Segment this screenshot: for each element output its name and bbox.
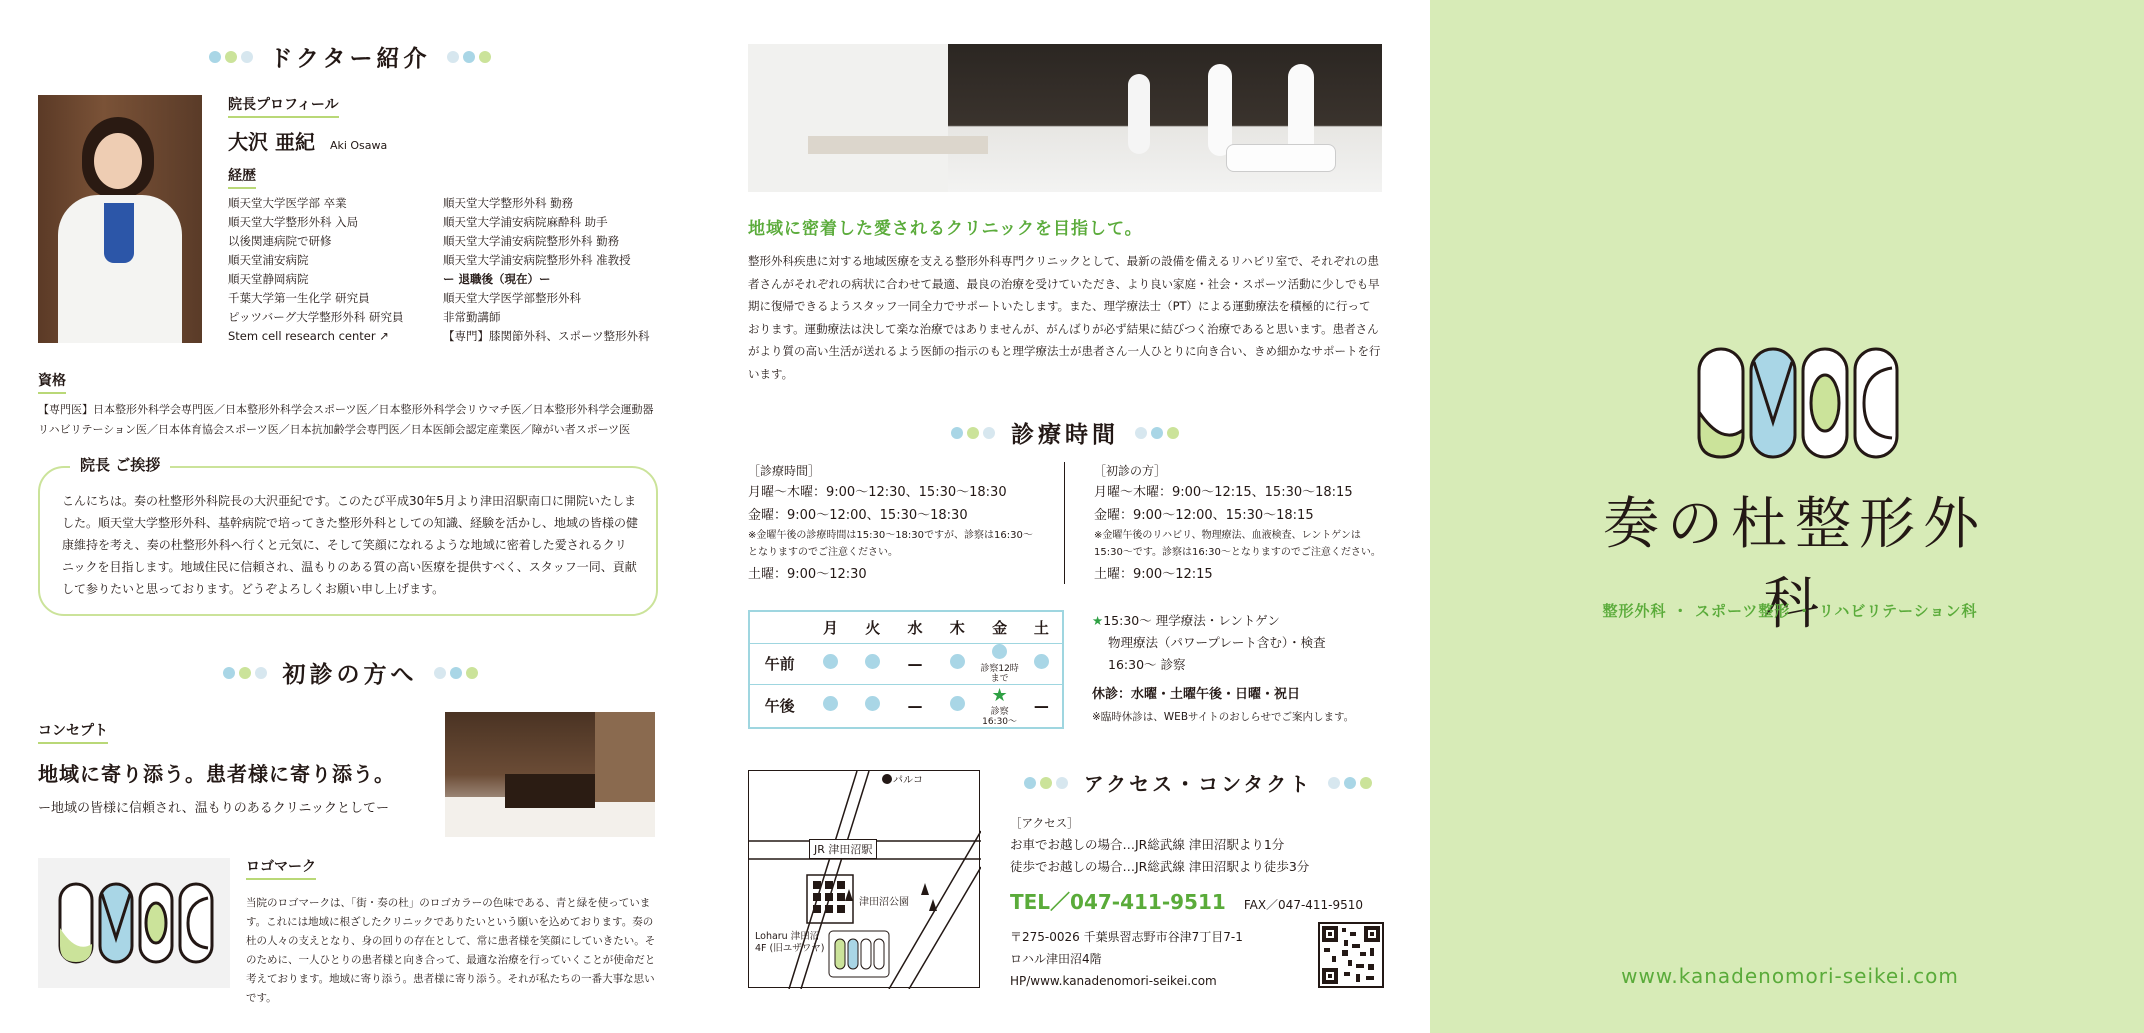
hours-left-note: ※金曜午後の診療時間は15:30～18:30ですが、診察は16:30～となりますのでご注意ください。 (748, 530, 1033, 558)
career-item: 非常勤講師 (443, 310, 501, 324)
tel-link[interactable]: TEL／047-411-9511 (1010, 890, 1226, 914)
address: 〒275-0026 千葉県習志野市谷津7丁目7-1 (1010, 930, 1243, 944)
career-item: 順天堂大学整形外科 勤務 (443, 196, 574, 210)
star-icon: ★ (991, 684, 1008, 706)
open-dot-icon (865, 654, 880, 669)
doctor-section-header (40, 40, 660, 73)
hours-left (748, 462, 1048, 586)
address-block (1010, 926, 1310, 992)
star-legend (1092, 610, 1392, 728)
hours-right-line: 月曜～木曜：9:00～12:15、15:30～18:15 (1094, 485, 1353, 500)
decor-dots-icon (207, 44, 255, 70)
open-dot-icon (823, 654, 838, 669)
rehab-room-photo (748, 44, 1382, 192)
career-label: 経歴 (228, 165, 256, 189)
day-header: 金 (978, 611, 1020, 643)
career-item: 順天堂大学整形外科 入局 (228, 215, 359, 229)
star-mark (978, 684, 1020, 728)
map-park-label: 津田沼公園 (859, 893, 909, 908)
open-mark (1021, 643, 1063, 684)
open-mark (978, 643, 1020, 684)
access-section-header (1008, 768, 1388, 797)
fax-number: FAX／047-411-9510 (1243, 898, 1364, 912)
hours-left-line: 月曜～木曜：9:00～12:30、15:30～18:30 (748, 485, 1007, 500)
map-icon (749, 771, 981, 989)
qual-text: 【専門医】日本整形外科学会専門医／日本整形外科学会スポーツ医／日本整形外科学会リウマチ医／日本整形外科学会運動器リハビリテーション医／日本体育協会スポーツ医／日本抗加齢学会専門医／日本医師会認定産業医／障がい者スポーツ医 (38, 403, 654, 436)
hours-right-line: 金曜：9:00～12:00、15:30～18:15 (1094, 508, 1314, 523)
qr-code-icon[interactable] (1318, 922, 1384, 988)
closed-mark: — (894, 643, 936, 684)
career-item: 順天堂大学浦安病院整形外科 勤務 (443, 234, 620, 248)
open-dot-icon (865, 696, 880, 711)
cover-panel (1430, 0, 2144, 1033)
career-item: 以後関連病院で研修 (228, 234, 332, 248)
clinic-logo-icon (1696, 346, 1900, 460)
open-mark (936, 643, 978, 684)
open-dot-icon (992, 644, 1007, 659)
access-label: ［アクセス］ (1010, 816, 1079, 830)
pm-label: 午後 (749, 684, 809, 728)
logo-label: ロゴマーク (246, 856, 316, 880)
decor-dots-icon (1326, 770, 1374, 796)
doctor-photo (38, 95, 202, 343)
logo-label-wrap (246, 856, 316, 880)
doctor-profile (228, 94, 387, 189)
concept-main: 地域に寄り添う。患者様に寄り添う。 (38, 762, 395, 786)
hours-right-sat: 土曜：9:00～12:15 (1094, 567, 1213, 582)
career-left-list (228, 194, 438, 346)
hours-left-label: ［診療時間］ (748, 464, 821, 478)
schedule-row-am (749, 643, 1063, 684)
schedule-row-pm (749, 684, 1063, 728)
career-item: 順天堂大学浦安病院整形外科 准教授 (443, 253, 631, 267)
concept-block (38, 720, 395, 816)
open-dot-icon (1034, 654, 1049, 669)
career-item: 順天堂静岡病院 (228, 272, 309, 286)
decor-dots-icon (221, 660, 269, 686)
closed-mark: — (894, 684, 936, 728)
open-mark (852, 684, 894, 728)
first-visit-section-title: 初診の方へ (282, 662, 418, 688)
cover-clinic-name: 奏の杜整形外科 (1603, 492, 1987, 637)
career-item: 順天堂大学医学部整形外科 (443, 291, 581, 305)
star-icon: ★ (1092, 613, 1104, 628)
day-header: 火 (852, 611, 894, 643)
decor-dots-icon (1133, 420, 1181, 446)
career-item: 順天堂大学医学部 卒業 (228, 196, 347, 210)
star-line: 15:30～ 理学療法・レントゲン (1103, 613, 1280, 628)
decor-dots-icon (949, 420, 997, 446)
hours-section-title: 診療時間 (1011, 422, 1119, 448)
career-item: 【専門】膝関節外科、スポーツ整形外科 (443, 329, 650, 343)
day-header: 土 (1021, 611, 1063, 643)
career-right-list (443, 194, 673, 346)
hours-left-line: 金曜：9:00～12:00、15:30～18:30 (748, 508, 968, 523)
access-walk: 徒歩でお越しの場合…JR総武線 津田沼駅より徒歩3分 (1010, 859, 1310, 874)
clinic-heading: 地域に密着した愛されるクリニックを目指して。 (748, 219, 1143, 239)
schedule-header-row (749, 611, 1063, 643)
am-label: 午前 (749, 643, 809, 684)
table-corner (749, 611, 809, 643)
open-dot-icon (950, 696, 965, 711)
profile-label: 院長プロフィール (228, 94, 339, 118)
map-loharu-label: Loharu 津田沼 4F (旧ユザワヤ) (755, 931, 825, 954)
reception-photo (445, 712, 655, 837)
fri-pm-note: 診察16:30～ (982, 706, 1018, 727)
career-item: 順天堂大学浦安病院麻酔科 助手 (443, 215, 608, 229)
hours-right (1094, 462, 1394, 586)
hours-right-label: ［初診の方］ (1094, 464, 1167, 478)
open-mark (809, 643, 851, 684)
access-section-title: アクセス・コンタクト (1083, 772, 1313, 796)
cover-departments: 整形外科 ・ スポーツ整形 ・ リハビリテーション科 (1602, 602, 1978, 620)
day-header: 木 (936, 611, 978, 643)
qualification-block (38, 370, 66, 394)
concept-sub: ー地域の皆様に信頼され、温もりのあるクリニックとしてー (38, 801, 390, 816)
qual-label: 資格 (38, 370, 66, 394)
day-header: 水 (894, 611, 936, 643)
greeting-text: こんにちは。奏の杜整形外科院長の大沢亜紀です。このたび平成30年5月より津田沼駅南口に開院いたしました。順天堂大学整形外科、基幹病院で培ってきた整形外科としての知識、経験を活かし、地域の皆様の健康維持を考え、奏の杜整形外科へ行くと元気に、そして笑顔になれるような地域に密着した愛されるクリニックを目指します。地域住民に信頼され、温もりのある質の高い医療を提供すべく、スタッフ一同、貢献して参りたいと思っております。どうぞよろしくお願い申し上げます。 (62, 494, 639, 596)
decor-dots-icon (432, 660, 480, 686)
doctor-name: 大沢 亜紀 (228, 130, 315, 154)
access-car: お車でお越しの場合…JR総武線 津田沼駅より1分 (1010, 837, 1285, 852)
clinic-logo-icon (38, 858, 230, 988)
closed-note: ※臨時休診は、WEBサイトのおしらせでご案内します。 (1092, 711, 1355, 723)
greeting-box (38, 456, 658, 616)
open-dot-icon (950, 654, 965, 669)
doctor-name-row (228, 126, 387, 155)
day-header: 月 (809, 611, 851, 643)
concept-label: コンセプト (38, 720, 108, 744)
first-visit-section-header (40, 656, 660, 689)
qr-pattern-icon (1320, 924, 1382, 986)
logo-text: 当院のロゴマークは、「街・奏の杜」のロゴカラーの色味である、青と緑を使っています。これには地域に根ざしたクリニックでありたいという願いを込めております。奏の杜の人々の支えとなり、身の回りの存在として、常に患者様を笑顔にしていきたい。そのために、一人ひとりの患者様と向き合って、最適な治療を行っていくことが使命だと考えております。地域に寄り添う。患者様に寄り添う。それが私たちの一番大事な思いです。 (246, 897, 656, 1004)
greeting-label: 院長 ご挨拶 (70, 454, 170, 475)
clinic-body: 整形外科疾患に対する地域医療を支える整形外科専門クリニックとして、最新の設備を備えるリハビリ室で、それぞれの患者さんがそれぞれの病状に合わせて最適、最良の治療を受けていただき、より良い家庭・社会・スポーツ活動に少しでも早期に復帰できるようスタッフ一同全力でサポートいたします。また、理学療法士（PT）による運動療法を積極的に行っております。運動療法は決して楽な治療ではありませんが、がんばりが必ず結果に結びつく治療であると思います。患者さんがより質の高い生活が送れるよう医師の指示のもと理学療法士が患者さん一人ひとりに向き合い、きめ細かなサポートを行います。 (748, 254, 1381, 381)
career-item: 順天堂浦安病院 (228, 253, 309, 267)
career-item[interactable]: Stem cell research center ↗ (228, 329, 389, 343)
open-dot-icon (823, 696, 838, 711)
decor-dots-icon (1022, 770, 1070, 796)
schedule-table (748, 610, 1064, 729)
doctor-section-title: ドクター紹介 (269, 46, 431, 72)
career-item: ー 退職後（現在）ー (443, 272, 551, 286)
hours-divider (1064, 462, 1065, 584)
career-item: ピッツバーグ大学整形外科 研究員 (228, 310, 404, 324)
career-item: 千葉大学第一生化学 研究員 (228, 291, 370, 305)
map-station-label: JR 津田沼駅 (809, 839, 877, 859)
open-mark (809, 684, 851, 728)
fri-am-note: 診察12時まで (980, 663, 1019, 684)
star-line: 16:30～ 診察 (1108, 657, 1186, 672)
decor-dots-icon (445, 44, 493, 70)
star-line: 物理療法（パワープレート含む）・検査 (1108, 635, 1326, 650)
cover-url[interactable]: www.kanadenomori-seikei.com (1621, 964, 1959, 988)
closed-mark: — (1021, 684, 1063, 728)
map-parco-label: パルコ (893, 775, 923, 786)
hp-link[interactable]: HP/www.kanadenomori-seikei.com (1010, 974, 1217, 988)
access-info (1010, 812, 1390, 878)
building: ロハル津田沼4階 (1010, 952, 1102, 966)
closed-days: 休診：水曜・土曜午後・日曜・祝日 (1092, 687, 1301, 702)
open-mark (936, 684, 978, 728)
contact-row (1010, 886, 1390, 915)
open-mark (852, 643, 894, 684)
access-map[interactable] (748, 770, 980, 988)
logo-mark-box (38, 858, 230, 988)
doctor-name-en: Aki Osawa (329, 139, 388, 152)
hours-section-header (748, 416, 1382, 449)
hours-left-sat: 土曜：9:00～12:30 (748, 567, 867, 582)
hours-right-note: ※金曜午後のリハビリ、物理療法、血液検査、レントゲンは15:30～です。診察は16:30～となりますのでご注意ください。 (1094, 530, 1381, 558)
